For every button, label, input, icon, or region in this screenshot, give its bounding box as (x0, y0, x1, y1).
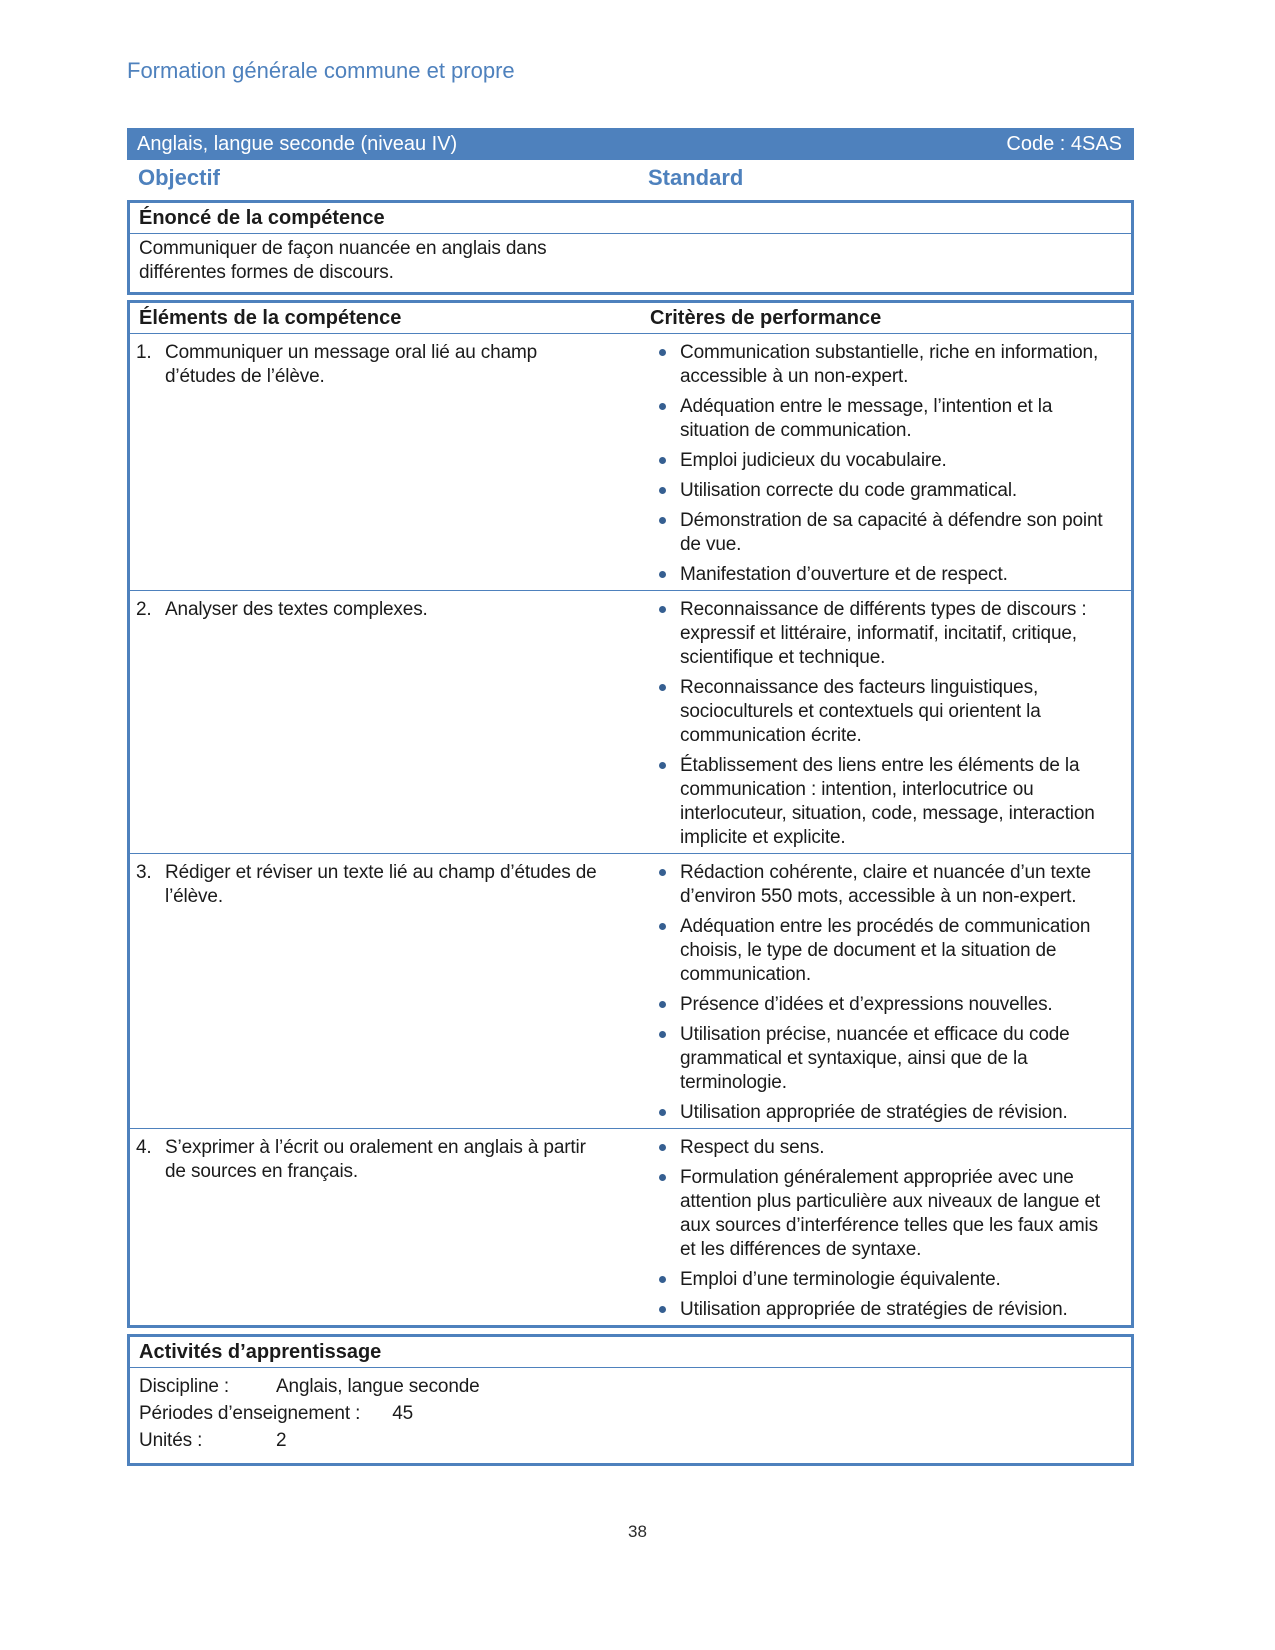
enonce-body (130, 234, 1131, 292)
element-text: S’exprimer à l’écrit ou oralement en anglais à partir de sources en français. (165, 1137, 586, 1182)
bullet-dot-icon (659, 457, 666, 464)
element-text: Rédiger et réviser un texte lié au champ d’études de l’élève. (165, 862, 597, 907)
activites-table (127, 1334, 1134, 1466)
list-item: Présence d’idées et d’expressions nouvelles. (647, 993, 1105, 1017)
enonce-header: Énoncé de la compétence (130, 203, 1131, 234)
element-cell (130, 1129, 647, 1325)
activite-value: 2 (276, 1430, 287, 1451)
criteria-cell (647, 854, 1131, 1128)
activite-label: Unités : (139, 1430, 203, 1451)
activite-row (139, 1427, 1122, 1454)
bullet-dot-icon (659, 684, 666, 691)
course-code: Code : 4SAS (1006, 132, 1122, 155)
bullet-dot-icon (659, 349, 666, 356)
list-item: Formulation généralement appropriée avec une attention plus particulière aux niveaux de langue et aux sources d’interférence telles que les faux amis et les différences de syntaxe. (647, 1166, 1105, 1262)
list-item: Utilisation correcte du code grammatical. (647, 479, 1105, 503)
item-number: 4. (136, 1137, 152, 1158)
bullet-dot-icon (659, 1276, 666, 1283)
bullet-dot-icon (659, 1001, 666, 1008)
bullet-dot-icon (659, 606, 666, 613)
bullet-dot-icon (659, 762, 666, 769)
list-item: Rédaction cohérente, claire et nuancée d’un texte d’environ 550 mots, accessible à un non-expert. (647, 861, 1105, 909)
list-item: Utilisation appropriée de stratégies de révision. (647, 1298, 1105, 1322)
list-item: Utilisation précise, nuancée et efficace du code grammatical et syntaxique, ainsi que de la terminologie. (647, 1023, 1105, 1095)
list-item: Respect du sens. (647, 1136, 1105, 1160)
criteria-cell (647, 1129, 1131, 1325)
list-item: Reconnaissance de différents types de discours : expressif et littéraire, informatif, incitatif, critique, scientifique et technique. (647, 598, 1105, 670)
list-item: Adéquation entre les procédés de communication choisis, le type de document et la situation de communication. (647, 915, 1105, 987)
element-text: Analyser des textes complexes. (165, 599, 428, 620)
table-row (130, 590, 1131, 853)
elements-column-header: Éléments de la compétence (139, 307, 402, 329)
section-title: Formation générale commune et propre (127, 58, 515, 83)
bullet-dot-icon (659, 869, 666, 876)
element-cell (130, 854, 647, 1128)
bullet-dot-icon (659, 1174, 666, 1181)
activite-value: 45 (392, 1403, 414, 1424)
list-item: Emploi judicieux du vocabulaire. (647, 449, 1105, 473)
list-item: Emploi d’une terminologie équivalente. (647, 1268, 1105, 1292)
item-number: 1. (136, 342, 152, 363)
enonce-text: Communiquer de façon nuancée en anglais dans différentes formes de discours. (139, 238, 547, 283)
competence-table (127, 300, 1134, 1328)
activite-row (139, 1400, 1122, 1427)
list-item: Manifestation d’ouverture et de respect. (647, 563, 1105, 587)
course-title: Anglais, langue seconde (niveau IV) (137, 132, 458, 155)
item-number: 3. (136, 862, 152, 883)
element-cell (130, 334, 647, 590)
bullet-dot-icon (659, 487, 666, 494)
table-row (130, 853, 1131, 1128)
list-item: Démonstration de sa capacité à défendre son point de vue. (647, 509, 1105, 557)
table-row (130, 1128, 1131, 1325)
activite-label: Périodes d’enseignement : (139, 1403, 361, 1424)
bullet-dot-icon (659, 923, 666, 930)
page-content (127, 0, 1134, 1466)
page-number: 38 (628, 1522, 647, 1541)
activite-row (139, 1373, 1122, 1400)
course-banner (127, 128, 1134, 160)
enonce-table (127, 200, 1134, 295)
activite-value: Anglais, langue seconde (276, 1376, 480, 1397)
list-item: Communication substantielle, riche en information, accessible à un non-expert. (647, 341, 1105, 389)
criteres-column-header: Critères de performance (650, 307, 882, 329)
bullet-dot-icon (659, 517, 666, 524)
competence-table-header (130, 303, 1131, 334)
criteria-cell (647, 591, 1131, 853)
standard-heading: Standard (648, 165, 744, 190)
bullet-dot-icon (659, 1306, 666, 1313)
table-row (130, 334, 1131, 590)
bullet-dot-icon (659, 1031, 666, 1038)
list-item: Utilisation appropriée de stratégies de révision. (647, 1101, 1105, 1125)
bullet-dot-icon (659, 403, 666, 410)
activites-body (130, 1368, 1131, 1463)
activite-label: Discipline : (139, 1376, 230, 1397)
bullet-dot-icon (659, 1144, 666, 1151)
list-item: Établissement des liens entre les éléments de la communication : intention, interlocutrice ou interlocuteur, situation, code, message, interaction implicite et explicite. (647, 754, 1105, 850)
list-item: Adéquation entre le message, l’intention et la situation de communication. (647, 395, 1105, 443)
activites-header: Activités d’apprentissage (130, 1337, 1131, 1368)
objectif-heading: Objectif (138, 165, 220, 190)
objectif-standard-row (127, 160, 1134, 200)
criteria-cell (647, 334, 1131, 590)
list-item: Reconnaissance des facteurs linguistiques, socioculturels et contextuels qui orientent la communication écrite. (647, 676, 1105, 748)
element-cell (130, 591, 647, 853)
bullet-dot-icon (659, 1109, 666, 1116)
item-number: 2. (136, 599, 152, 620)
element-text: Communiquer un message oral lié au champ d’études de l’élève. (165, 342, 538, 387)
bullet-dot-icon (659, 571, 666, 578)
